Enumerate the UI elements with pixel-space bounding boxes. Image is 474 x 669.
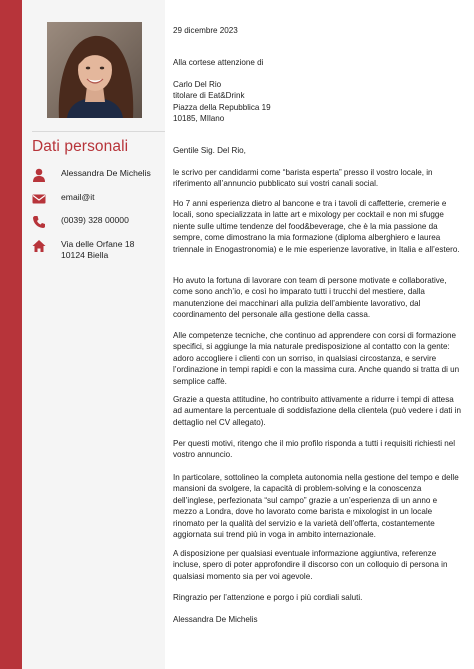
sidebar-divider [32, 131, 165, 132]
recipient-block [173, 79, 463, 125]
home-icon [32, 239, 46, 253]
letter-paragraph: Ho avuto la fortuna di lavorare con team di persone motivate e collaborative, come sono anch’io, e così ho imparato tutti i trucchi del mestiere, dalla manutenzione dei macchinari alla pulizia dell’ambiente lavorativo, dal coordinamento del personale alla gestione della cassa. [173, 276, 447, 320]
letter-paragraph: Grazie a questa attitudine, ho contribuito attivamente a ridurre i tempi di attesa ad aumentare la percentuale di soddisfazione della clientela (può vedere i dati in dettaglio nel CV allegato). [173, 395, 461, 427]
letter-attention: Alla cortese attenzione di [173, 58, 264, 67]
letter-paragraph: A disposizione per qualsiasi eventuale informazione aggiuntiva, referenze incluse, spero di poter approfondire il discorso con un colloquio di persona in qualsiasi momento sia per voi agevole. [173, 549, 448, 581]
contact-name [32, 168, 151, 182]
letter-signature: Alessandra De Michelis [173, 615, 258, 624]
recipient-line: titolare di Eat&Drink [173, 91, 245, 101]
recipient-line: Carlo Del Rio [173, 80, 222, 89]
address-line: 10124 Biella [61, 250, 109, 260]
contact-address [32, 239, 134, 261]
letter-paragraph: In particolare, sottolineo la completa autonomia nella gestione del tempo e delle mansioni da svolgere, la capacità di problem-solving e la conoscenza dell’inglese, perfezionata “sul campo” grazie a un’esperienza di un anno e mezzo a Londra, dove ho lavorato come barista e mixologist in un locale rinomato per la qualità del servizio e la varietà dell’offerta, costantemente aggiornata sui trend più in voga in ambito internazionale. [173, 473, 459, 540]
contact-phone-text[interactable]: (0039) 328 00000 [61, 215, 129, 225]
letter-paragraph: Alle competenze tecniche, che continuo ad apprendere con corsi di formazione specifici, si aggiunge la mia naturale predisposizione al contatto con la gente: adoro accogliere i clienti con un sorriso, in qualsiasi circostanza, e servire l’ordinazione in tempi rapidi e con la massima cura. Anche quando si tratta di un semplice caffè. [173, 331, 460, 386]
contact-email-text[interactable]: email@it [61, 192, 95, 202]
sidebar [22, 0, 165, 669]
letter-date: 29 dicembre 2023 [173, 26, 238, 35]
contact-phone [32, 215, 129, 229]
letter-closing: Ringrazio per l’attenzione e porgo i più cordiali saluti. [173, 593, 363, 602]
contact-name-text: Alessandra De Michelis [61, 168, 151, 178]
letter-salutation: Gentile Sig. Del Rio, [173, 146, 246, 155]
left-accent-band [0, 0, 22, 669]
profile-photo-image [47, 22, 142, 118]
contact-address-text [61, 239, 134, 261]
contact-email [32, 192, 95, 206]
address-line: Via delle Orfane 18 [61, 239, 135, 249]
letter-paragraph: Per questi motivi, ritengo che il mio profilo risponda a tutti i requisiti richiesti nel vostro annuncio. [173, 439, 456, 460]
mail-icon [32, 192, 46, 206]
letter-paragraph: Ho 7 anni esperienza dietro al bancone e tra i tavoli di caffetterie, cremerie e locali, sono specializzata in latte art e mixology per cocktail e non mi sfugge niente sulle ultime tendenze del food&beverage, che è la mia passione da sempre, come dimostrano la mia formazione (diploma alberghiero e laurea triennale in Enogastronomia) e le mie esperienze lavorative, in Italia e all’estero. [173, 199, 460, 254]
section-title-personal-data: Dati personali [32, 138, 129, 155]
letter-paragraph: le scrivo per candidarmi come “barista esperta” presso il vostro locale, in riferimento all’annuncio pubblicato sui vostri canali social. [173, 168, 433, 189]
recipient-line: Piazza della Repubblica 19 [173, 102, 271, 112]
recipient-line: 10185, MIlano [173, 114, 225, 124]
phone-icon [32, 215, 46, 229]
profile-photo [47, 22, 142, 118]
person-icon [32, 168, 46, 182]
